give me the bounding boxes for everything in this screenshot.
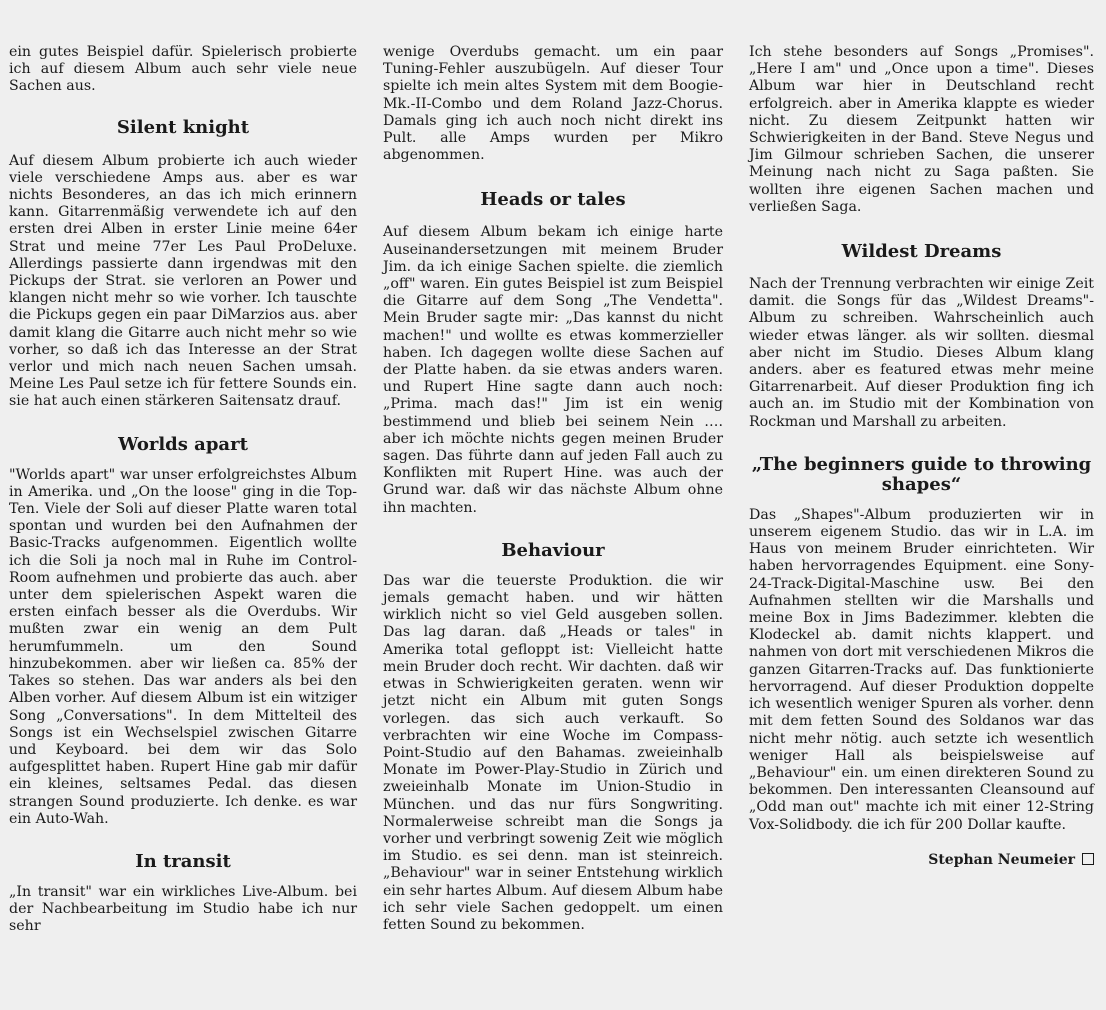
heading-silent-knight: Silent knight (116, 116, 250, 138)
end-mark-icon (1082, 853, 1094, 865)
paragraph-wildest-dreams: Nach der Trennung verbrachten wir einige Zeit damit. die Songs für das „Wildest Dreams"-Album zu schreiben. Wahrscheinlich auch wieder etwas länger. als wir sollten. diesmal aber nicht im Studio. Dieses Album klang anders. aber es featured etwas mehr meine Gitarrenarbeit. Auf dieser Produktion fing ich auch an. im Studio mit der Kombination von Rockman und Marshall zu arbeiten. (749, 276, 1094, 430)
column-3 (749, 44, 1094, 869)
paragraph-continued: wenige Overdubs gemacht. um ein paar Tuning-Fehler auszubügeln. Auf dieser Tour spielte ich mein altes System mit dem Boogie-Mk.-II-Combo und dem Roland Jazz-Chorus. Damals ging ich auch noch nicht direkt ins Pult. alle Amps wurden per Mikro abgenommen. (383, 44, 723, 164)
column-2 (383, 44, 723, 934)
paragraph-worlds-apart: "Worlds apart" war unser erfolgreichstes Album in Amerika. und „On the loose" ging in die Top-Ten. Viele der Soli auf dieser Platte waren total spontan und wurden bei den Aufnahmen der Basic-Tracks aufgenommen. Eigentlich wollte ich die Soli ja noch mal in Ruhe im Control-Room aufnehmen und probierte das auch. aber unter dem spielerischen Aspekt waren die ersten einfach besser als die Overdubs. Wir mußten zwar ein wenig an dem Pult herumfummeln. um den Sound hinzubekommen. aber wir ließen ca. 85% der Takes so stehen. Das war anders als bei den Alben vorher. Auf diesem Album ist ein witziger Song „Conversations". In dem Mittelteil des Songs ist ein Wechselspiel zwischen Gitarre und Keyboard. bei dem wir das Solo aufgesplittet haben. Rupert Hine gab mir dafür ein kleines, seltsames Pedal. das diesen strangen Sound produzierte. Ich denke. es war ein Auto-Wah. (9, 466, 357, 827)
author-name: Stephan Neumeier (928, 851, 1075, 868)
heading-beginners-guide: „The beginners guide to throwing shapes“ (751, 453, 1092, 495)
paragraph-behaviour: Das war die teuerste Produktion. die wir jemals gemacht haben. und wir hätten wirklich nicht so viel Geld ausgeben sollen. Das lag daran. daß „Heads or tales" in Amerika total gefloppt ist: Vielleicht hatte mein Bruder doch recht. Wir dachten. daß wir etwas in Schwierigkeiten geraten. wenn wir jetzt nicht ein Album mit guten Songs vorlegen. das sich auch verkauft. So verbrachten wir eine Woche im Compass-Point-Studio auf den Bahamas. zweieinhalb Monate im Power-Play-Studio in Zürich und zweieinhalb Monate im Union-Studio in München. und das nur fürs Songwriting. Normalerweise schreibt man die Songs ja vorher und verbringt sowenig Zeit wie möglich im Studio. es sei denn. man ist steinreich. „Behaviour" war in seiner Entstehung wirklich ein sehr hartes Album. Auf diesem Album habe ich sehr viele Sachen gedoppelt. um einen fetten Sound zu bekommen. (383, 572, 723, 933)
author-signature (749, 852, 1094, 869)
heading-in-transit: In transit (135, 850, 231, 872)
paragraph-beginners-guide: Das „Shapes"-Album produzierten wir in unserem eigenem Studio. das wir in L.A. im Haus von meinem Bruder einrichteten. Wir haben hervorragendes Equipment. eine Sony-24-Track-Digital-Maschine usw. Bei den Aufnahmen stellten wir die Marshalls und meine Box in Jims Badezimmer. klebten die Klodeckel ab. damit nichts klappert. und nahmen von dort mit verschiedenen Mikros die ganzen Gitarren-Tracks auf. Das funktionierte hervorragend. Auf dieser Produktion doppelte ich wesentlich weniger Spuren als vorher. denn mit dem fetten Sound des Soldanos war das nicht mehr nötig. auch setzte ich wesentlich weniger Hall als beispielsweise auf „Behaviour" ein. um einen direkteren Sound zu bekommen. Den interessanten Cleansound auf „Odd man out" machte ich mit einer 12-String Vox-Solidbody. die ich für 200 Dollar kaufte. (749, 506, 1094, 833)
heading-heads-or-tales: Heads or tales (480, 189, 626, 211)
column-1 (9, 44, 357, 936)
paragraph-continued: Ich stehe besonders auf Songs „Promises". „Here I am" und „Once upon a time". Dieses Album war hier in Deutschland recht erfolgreich. aber in Amerika klappte es wieder nicht. Zu diesem Zeitpunkt hatten wir Schwierigkeiten in der Band. Steve Negus und Jim Gilmour schrieben Sachen, die unserer Meinung nach nicht zu Saga paßten. Sie wollten ihre eigenen Sachen machen und verließen Saga. (749, 44, 1094, 215)
paragraph-silent-knight: Auf diesem Album probierte ich auch wieder viele verschiedene Amps aus. aber es war nichts Besonderes, an das ich mich erinnern kann. Gitarrenmäßig verwendete ich auf den ersten drei Alben in erster Linie meine 64er Strat und meine 77er Les Paul ProDeluxe. Allerdings passierte dann irgendwas mit den Pickups der Strat. sie verloren an Power und klangen nicht mehr so wie vorher. Ich tauschte die Pickups gegen ein paar DiMarzios aus. aber damit klang die Gitarre auch nicht mehr so wie vorher, so daß ich das Interesse an der Strat verlor und mich nach neuen Sachen umsah. Meine Les Paul setze ich für fettere Sounds ein. sie hat auch einen stärkeren Saitensatz drauf. (9, 152, 357, 410)
heading-worlds-apart: Worlds apart (118, 433, 248, 455)
paragraph-in-transit: „In transit" war ein wirkliches Live-Album. bei der Nachbearbeitung im Studio habe ich nur sehr (9, 883, 357, 935)
heading-behaviour: Behaviour (501, 539, 605, 561)
paragraph-continued: ein gutes Beispiel dafür. Spielerisch probierte ich auf diesem Album auch sehr viele neue Sachen aus. (9, 44, 357, 95)
heading-wildest-dreams: Wildest Dreams (841, 241, 1002, 263)
paragraph-heads-or-tales: Auf diesem Album bekam ich einige harte Auseinandersetzungen mit meinem Bruder Jim. da ich einige Sachen spielte. die ziemlich „off" waren. Ein gutes Beispiel ist zum Beispiel die Gitarre auf dem Song „The Vendetta". Mein Bruder sagte mir: „Das kannst du nicht machen!" und wollte es etwas kommerzieller haben. Ich dagegen wollte diese Sachen auf der Platte haben. da sie etwas anders waren. und Rupert Hine sagte dann auch noch: „Prima. mach das!" Jim ist ein wenig bestimmend und blieb bei seinem Nein …. aber ich möchte nichts gegen meinen Bruder sagen. Das führte dann auf jeden Fall auch zu Konflikten mit Rupert Hine. was auch der Grund war. daß wir das nächste Album ohne ihn machten. (383, 224, 723, 516)
